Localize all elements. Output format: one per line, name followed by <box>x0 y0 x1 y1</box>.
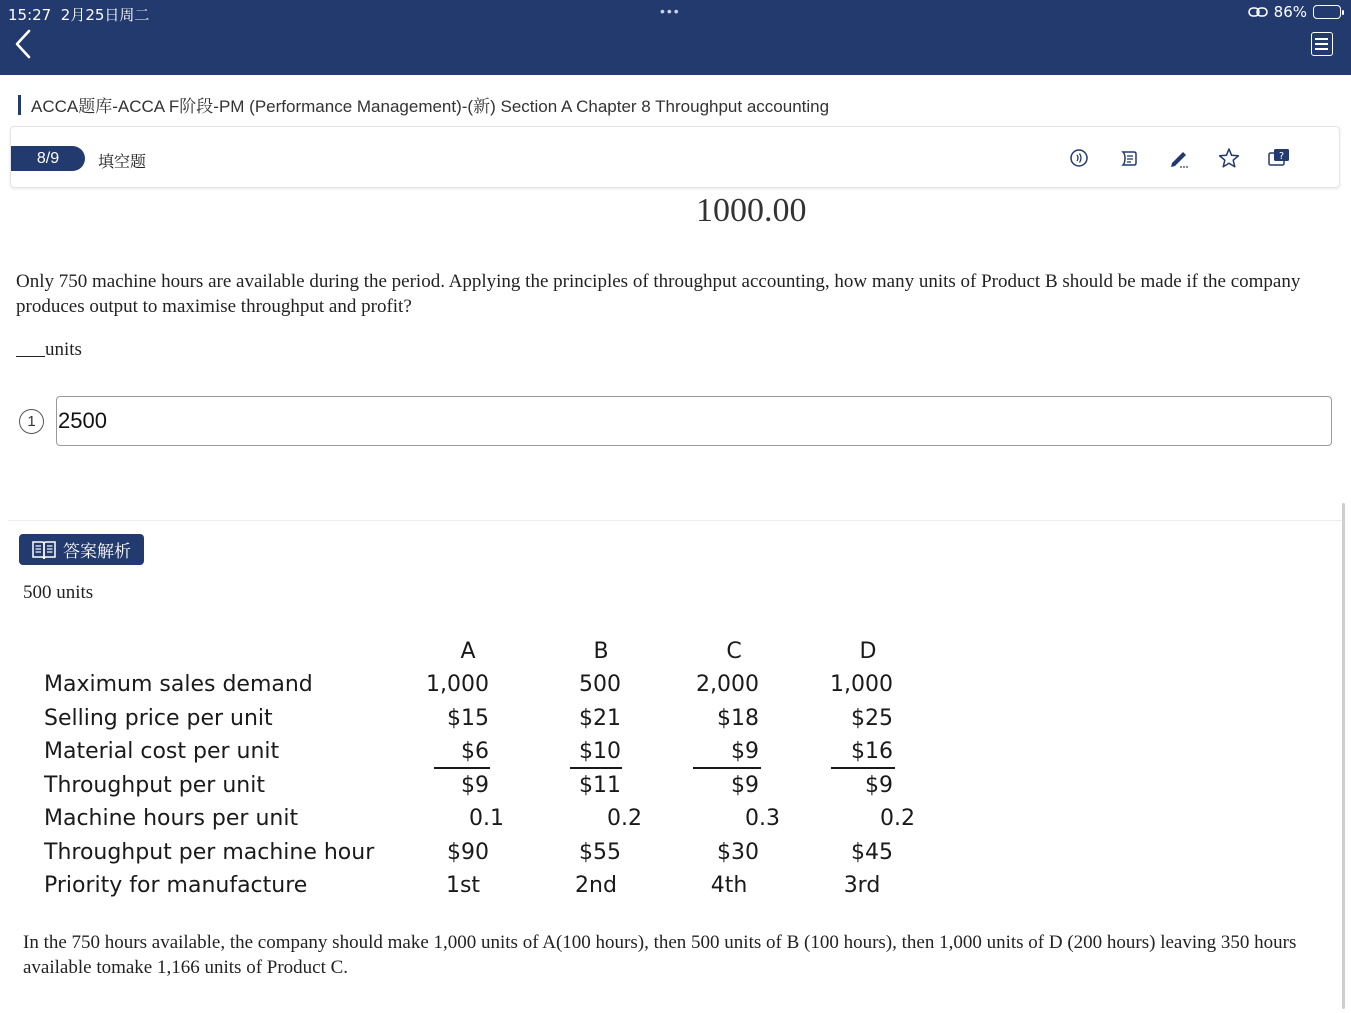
help-icon <box>1267 148 1291 168</box>
table-cell: 4th <box>710 873 748 898</box>
answer-summary: 500 units <box>23 582 94 603</box>
question-progress: 8/9 <box>11 146 85 171</box>
table-cell: 2nd <box>575 873 617 898</box>
row-label: Selling price per unit <box>44 706 273 731</box>
link-icon <box>1248 6 1268 18</box>
stem-value: 1000.00 <box>696 192 807 229</box>
table-cell: $9 <box>461 773 489 798</box>
audio-icon <box>1069 148 1089 168</box>
table-cell: $30 <box>717 840 759 865</box>
subtotal-rule <box>434 767 490 769</box>
question-list-button[interactable] <box>1311 32 1333 56</box>
table-cell: $21 <box>579 706 621 731</box>
table-cell: $10 <box>579 739 621 764</box>
table-cell: $9 <box>865 773 893 798</box>
table-cell: 1st <box>445 873 481 898</box>
table-cell: $9 <box>731 739 759 764</box>
analysis-badge <box>19 534 144 565</box>
blank-suffix: units <box>45 339 82 360</box>
svg-text:?: ? <box>1278 151 1285 162</box>
table-cell: 3rd <box>843 873 881 898</box>
table-cell: $16 <box>851 739 893 764</box>
row-label: Priority for manufacture <box>44 873 308 898</box>
row-label: Machine hours per unit <box>44 806 299 831</box>
row-label: Throughput per machine hour <box>44 840 375 865</box>
answer-blank <box>16 339 82 361</box>
subtotal-rule <box>570 767 622 769</box>
blank-underline <box>16 356 45 357</box>
table-cell: $18 <box>717 706 759 731</box>
subtotal-rule <box>831 767 895 769</box>
product-header-a: A <box>460 639 476 664</box>
answer-index: 1 <box>19 409 44 434</box>
edit-button[interactable] <box>1167 146 1191 170</box>
table-cell: $15 <box>447 706 489 731</box>
star-icon <box>1218 147 1240 169</box>
breadcrumb <box>18 92 829 117</box>
subtotal-rule <box>693 767 761 769</box>
analysis-badge-label: 答案解析 <box>63 542 131 561</box>
table-cell: 0.2 <box>880 806 915 831</box>
table-cell: 0.1 <box>469 806 504 831</box>
product-header-c: C <box>726 639 742 664</box>
product-header-b: B <box>593 639 609 664</box>
row-label: Throughput per unit <box>44 773 265 798</box>
table-cell: 0.3 <box>745 806 780 831</box>
favorite-button[interactable] <box>1217 146 1241 170</box>
status-clock: 15:27 <box>8 6 52 24</box>
breadcrumb-accent <box>18 95 21 115</box>
question-text: Only 750 machine hours are available during the period. Applying the principles of throughput accounting, how many units of Product B should be made if the company produces output to maximise throughput and profit? <box>16 271 1301 317</box>
table-cell: $6 <box>461 739 489 764</box>
help-button[interactable] <box>1267 146 1291 170</box>
status-time <box>8 4 149 25</box>
multitask-dots[interactable]: ••• <box>660 3 681 19</box>
question-type: 填空题 <box>98 154 147 171</box>
chevron-left-icon <box>14 29 32 59</box>
row-label: Maximum sales demand <box>44 672 313 697</box>
edit-icon <box>1168 147 1190 169</box>
back-button[interactable] <box>8 28 38 60</box>
notes-button[interactable] <box>1117 146 1141 170</box>
table-cell: $90 <box>447 840 489 865</box>
status-indicators <box>1248 3 1341 21</box>
table-cell: 500 <box>579 672 621 697</box>
table-cell: $11 <box>579 773 621 798</box>
status-date: 2月25日周二 <box>60 6 150 24</box>
scrollbar[interactable] <box>1342 503 1345 1009</box>
answer-input[interactable] <box>56 396 1332 446</box>
notes-icon <box>1119 148 1139 168</box>
breadcrumb-text: ACCA题库-ACCA F阶段-PM (Performance Management)-(新) Section A Chapter 8 Throughput accounting <box>31 97 830 116</box>
table-cell: $55 <box>579 840 621 865</box>
analysis-conclusion: In the 750 hours available, the company should make 1,000 units of A(100 hours), then 500 units of B (100 hours), then 1,000 units of D (200 hours) leaving 350 hours available tomake 1,166 units of Product C. <box>23 932 1297 978</box>
table-cell: $9 <box>731 773 759 798</box>
table-cell: 0.2 <box>607 806 642 831</box>
battery-icon <box>1313 5 1341 19</box>
table-cell: 1,000 <box>426 672 489 697</box>
table-cell: 1,000 <box>830 672 893 697</box>
table-cell: $45 <box>851 840 893 865</box>
product-header-d: D <box>859 639 877 664</box>
book-icon <box>31 539 57 561</box>
audio-button[interactable] <box>1067 146 1091 170</box>
question-header-card <box>10 126 1340 188</box>
table-cell: 2,000 <box>696 672 759 697</box>
table-cell: $25 <box>851 706 893 731</box>
top-bar <box>0 0 1351 75</box>
section-divider <box>8 520 1343 521</box>
row-label: Material cost per unit <box>44 739 280 764</box>
battery-percent: 86% <box>1273 3 1307 21</box>
